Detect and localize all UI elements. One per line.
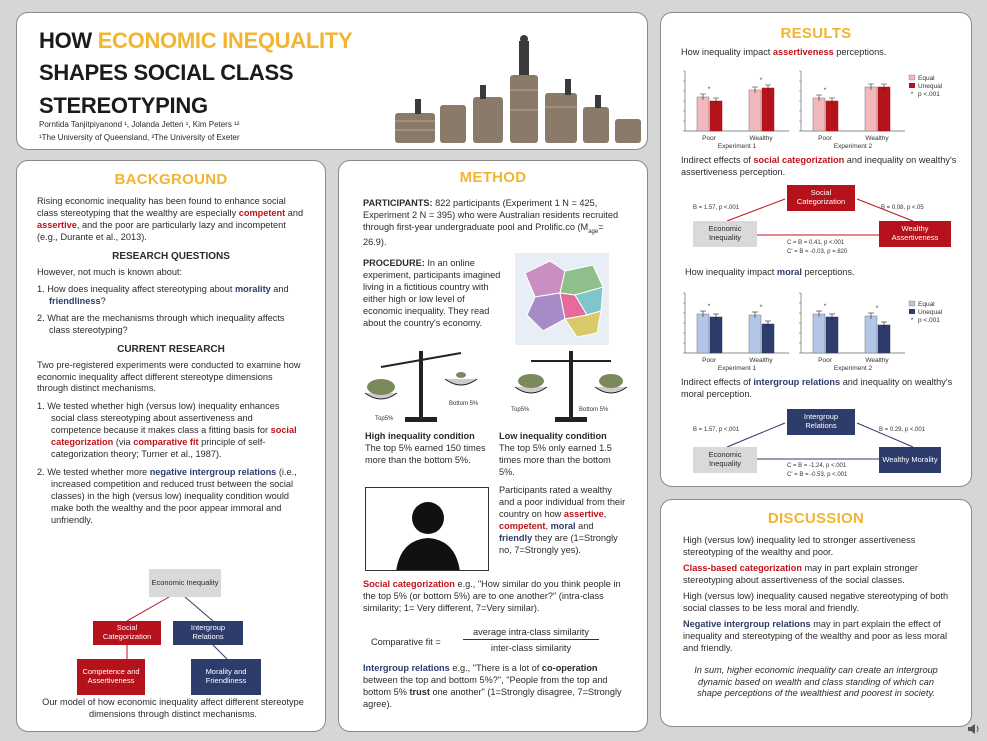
model-diagram	[77, 569, 277, 697]
rq-heading: RESEARCH QUESTIONS	[112, 250, 230, 262]
high-bottom5-label: Bottom 5%	[449, 401, 479, 407]
med2-path-a: B = 1.57, p <.001	[693, 427, 740, 433]
h3a: How inequality impact	[685, 267, 777, 277]
legend-unequal: Unequal	[918, 309, 943, 316]
background-panel	[16, 160, 326, 732]
discussion-p1: High (versus low) inequality led to stronger assertiveness stereotyping of the wealthy and poor.	[683, 535, 916, 557]
significance-star: *	[823, 303, 827, 310]
ir-label: Intergroup relations	[363, 663, 450, 673]
low-title: Low inequality condition	[499, 431, 607, 441]
participants-label: PARTICIPANTS:	[363, 198, 433, 208]
ir-b: between the top and bottom 5%?", "People from the top and bottom 5%	[363, 674, 608, 697]
med1-path-b: B = 0.08, p <.05	[881, 205, 924, 211]
rate-moral: moral	[550, 520, 576, 531]
mediation-1	[681, 185, 961, 275]
p1-sc: social categorization	[51, 425, 297, 448]
med1-social-categorization: Social Categorization	[787, 185, 855, 211]
group-label: Experiment 2	[833, 143, 873, 150]
rate-friendly: friendly	[499, 532, 533, 543]
med2-path-c: C = B = -1.24, p <.001	[787, 463, 847, 469]
x-tick-label: Poor	[702, 357, 716, 364]
bar	[813, 314, 825, 353]
low-condition	[499, 431, 629, 479]
comparative-fit-formula	[371, 627, 631, 659]
bar	[710, 317, 722, 353]
assertive: assertive	[37, 219, 77, 230]
cr-intro: Two pre-registered experiments were conducted to examine how economic inequality affect different stereotype dimensions through distinct mechanisms.	[37, 359, 301, 394]
rating-instructions: Participants rated a wealthy and a poor individual from their country on how assertive, competent, moral and friendly they are (1=Strongly no, 7=Strongly yes).	[499, 485, 626, 555]
p2b: may in part explain stronger stereotyping about assertiveness of the social classes.	[683, 562, 918, 585]
model-economic-inequality: Economic Inequality	[149, 569, 221, 597]
p4b: may in part explain the effect of inequality and stereotyping of the wealthy and poor as less moral and friendly.	[683, 618, 948, 653]
p2a: Class-based categorization	[683, 562, 802, 573]
group-label: Experiment 1	[717, 365, 757, 372]
cr-heading: CURRENT RESEARCH	[117, 343, 225, 355]
ir-trust: trust	[409, 686, 430, 697]
q1-a: 1. How does inequality affect stereotyping about	[37, 283, 235, 294]
bar	[878, 87, 890, 131]
cf-label: Comparative fit =	[371, 637, 441, 647]
title-line3: STEREOTYPING	[39, 92, 208, 118]
intergroup-relations-measure	[363, 663, 631, 711]
legend-sig: p <.001	[918, 317, 940, 324]
q1-b: ?	[100, 295, 106, 306]
med2-path-cp: C' = B = -0.53, p <.001	[787, 472, 848, 478]
p1-a: 1. We tested whether high (versus low) inequality enhances social class stereotyping about assertiveness and competence because it makes class a fitting basis for	[37, 401, 280, 436]
bar	[710, 101, 722, 131]
rate-a: Participants rated a wealthy and a poor individual from their country on how	[499, 485, 626, 519]
cr-point-1	[37, 401, 305, 461]
results-h2	[681, 155, 966, 179]
title-line2: SHAPES SOCIAL CLASS	[39, 60, 294, 86]
cr-point-2	[37, 467, 305, 527]
results-h1	[681, 47, 886, 59]
high-text: The top 5% earned 150 times more than the bottom 5%.	[365, 442, 486, 465]
legend-swatch-equal	[909, 75, 915, 80]
low-top5-label: Top5%	[511, 407, 530, 413]
significance-star: *	[875, 305, 879, 312]
model-competence-assertiveness: Competence and Assertiveness	[77, 659, 145, 695]
med1-path-c: C = B = 0.41, p <.001	[787, 240, 845, 246]
h3b: moral	[776, 267, 802, 277]
scale-icon-high	[361, 347, 481, 423]
rq-intro: However, not much is known about:	[37, 266, 183, 277]
legend-swatch-unequal	[909, 83, 915, 88]
group-label: Experiment 2	[833, 365, 873, 372]
p2-a: 2. We tested whether more	[37, 467, 150, 478]
x-tick-label: Wealthy	[749, 357, 773, 364]
bar	[826, 317, 838, 353]
x-tick-label: Poor	[818, 357, 832, 364]
med2-wealthy-morality: Wealthy Morality	[879, 447, 941, 473]
map-illustration	[515, 253, 609, 345]
bar	[697, 314, 709, 353]
high-title: High inequality condition	[365, 431, 475, 441]
cf-den: inter-class similarity	[490, 643, 572, 653]
med1-path-cp: C' = B = -0.03, p =.820	[787, 249, 848, 255]
h2b: social categorization	[753, 155, 845, 165]
legend-star: *	[910, 91, 914, 98]
bar	[749, 315, 761, 353]
low-bottom5-label: Bottom 5%	[579, 407, 609, 413]
h4a: Indirect effects of	[681, 377, 754, 387]
h4b: intergroup relations	[753, 377, 841, 387]
bar	[697, 97, 709, 131]
bar	[762, 324, 774, 353]
ir-coop: co-operation	[541, 663, 598, 673]
results-heading: RESULTS	[780, 25, 852, 42]
results-h4	[681, 377, 966, 401]
h2a: Indirect effects of	[681, 155, 754, 165]
legend-swatch-unequal	[909, 309, 915, 314]
x-tick-label: Wealthy	[865, 357, 889, 364]
speaker-icon[interactable]	[966, 722, 982, 736]
med2-economic-inequality: Economic Inequality	[693, 447, 757, 473]
ir-c: one another" (1=Strongly disagree, 7=Strongly agree).	[363, 686, 622, 709]
social-categorization-measure	[363, 579, 629, 615]
method-heading: METHOD	[459, 169, 527, 186]
sc-label: Social categorization	[363, 579, 455, 589]
assertiveness-chart	[677, 61, 967, 165]
authors: Porntida Tanjitpiyanond ¹, Jolanda Jetten ¹, Kim Peters ¹²	[39, 120, 240, 129]
med1-path-a: B = 1.57, p <.001	[693, 205, 740, 211]
affiliations: ¹The University of Queensland, ²The University of Exeter	[39, 133, 240, 142]
significance-star: *	[759, 77, 763, 84]
bar	[813, 98, 825, 131]
model-social-categorization: Social Categorization	[93, 621, 161, 645]
h1b: assertiveness	[772, 47, 834, 57]
rate-b: they are (1=Strongly no, 7=Strongly yes).	[499, 532, 618, 555]
bar	[762, 88, 774, 131]
q1-friendliness: friendliness	[49, 295, 101, 306]
cf-fraction	[463, 627, 599, 653]
h1a: How inequality impact	[681, 47, 773, 57]
discussion-p2	[683, 563, 949, 587]
bar	[878, 325, 890, 353]
bar	[826, 101, 838, 131]
discussion-heading: DISCUSSION	[767, 510, 865, 527]
group-label: Experiment 1	[717, 143, 757, 150]
title-panel	[16, 12, 648, 150]
x-tick-label: Wealthy	[865, 135, 889, 142]
x-tick-label: Poor	[702, 135, 716, 142]
p2-b: (i.e., increased competition and reduced trust between the social classes) in the high (versus low) inequality condition would make both the wealthy and the poor appear immoral and unfriendly.	[51, 467, 297, 526]
model-morality-friendliness: Morality and Friendliness	[191, 659, 261, 695]
participants-text: 822 participants (Experiment 1 N = 425, Experiment 2 N = 395) who were Australian residents recruited through first-year undergraduate pool and Prolific.co (M	[363, 198, 619, 232]
high-condition	[365, 431, 493, 467]
method-panel	[338, 160, 648, 732]
rate-and: and	[575, 520, 594, 531]
and: and	[285, 207, 304, 218]
h2c: and inequality on wealthy's assertiveness perception.	[681, 155, 957, 177]
h3c: perceptions.	[801, 267, 855, 277]
results-panel	[660, 12, 972, 487]
med1-wealthy-assertiveness: Wealthy Assertiveness	[879, 221, 951, 247]
legend-swatch-equal	[909, 301, 915, 306]
significance-star: *	[823, 87, 827, 94]
bar	[865, 316, 877, 353]
competent: competent	[238, 207, 286, 218]
sc-text: e.g., "How similar do you think people in the top 5% (or bottom 5%) are to one another?" (intra-class similarity; 1= Very different, 7=Very similar).	[363, 579, 621, 613]
background-heading: BACKGROUND	[114, 171, 228, 188]
legend-unequal: Unequal	[918, 83, 943, 90]
x-tick-label: Poor	[818, 135, 832, 142]
rq-2: 2. What are the mechanisms through which inequality affects class stereotyping?	[37, 312, 285, 335]
moral-chart	[677, 283, 967, 387]
title-line1-a: HOW	[39, 28, 98, 53]
med2-intergroup-relations: Intergroup Relations	[787, 409, 855, 435]
mediation-2	[681, 409, 961, 485]
q1-morality: morality	[235, 283, 271, 294]
significance-star: *	[707, 86, 711, 93]
discussion-summary: In sum, higher economic inequality can create an intergroup dynamic based on wealth and class standing of which can shape perceptions of the wealthiest and poorest in society.	[694, 664, 938, 699]
low-text: The top 5% only earned 1.5 times more than the bottom 5%.	[499, 442, 612, 477]
med2-path-b: B = 0.29, p <.001	[879, 427, 926, 433]
h4c: and inequality on wealthy's moral perception.	[681, 377, 953, 399]
legend-star: *	[910, 317, 914, 324]
procedure-text: In an online experiment, participants imagined living in a fictitious country with either high or low level of economic inequality. They read about the country's economy.	[363, 258, 501, 329]
x-tick-label: Wealthy	[749, 135, 773, 142]
p2-nir: negative intergroup relations	[149, 467, 277, 478]
participants	[363, 198, 623, 248]
title-highlight: ECONOMIC INEQUALITY	[97, 28, 353, 53]
legend-equal: Equal	[918, 301, 935, 308]
p1-cf: comparative fit	[133, 437, 199, 448]
significance-star: *	[707, 303, 711, 310]
model-intergroup-relations: Intergroup Relations	[173, 621, 243, 645]
legend-sig: p <.001	[918, 91, 940, 98]
h1c: perceptions.	[833, 47, 887, 57]
discussion-p3: High (versus low) inequality caused negative stereotyping of both social classes to be less moral and friendly.	[683, 590, 949, 613]
coin-stacks-illustration	[385, 35, 647, 147]
poster-title	[39, 25, 352, 122]
med1-economic-inequality: Economic Inequality	[693, 221, 757, 247]
background-intro	[37, 196, 305, 244]
rate-assertive: assertive	[563, 508, 604, 519]
discussion-panel	[660, 499, 972, 727]
person-silhouette	[365, 487, 489, 571]
low-inequality-scale	[511, 347, 631, 431]
legend-equal: Equal	[918, 75, 935, 82]
results-h3	[685, 267, 855, 279]
cf-num: average intra-class similarity	[463, 627, 599, 640]
mage-sub: age	[588, 228, 599, 235]
bar	[865, 87, 877, 131]
procedure-label: PROCEDURE:	[363, 258, 425, 269]
high-top5-label: Top5%	[375, 416, 394, 422]
person-icon	[366, 488, 489, 571]
mage-val: = 26.9).	[363, 221, 604, 247]
model-caption: Our model of how economic inequality affect different stereotype dimensions through distinct mechanisms.	[42, 697, 304, 719]
discussion-p4	[683, 619, 949, 655]
significance-star: *	[759, 304, 763, 311]
intro-b: , and the poor are particularly lazy and incompetent (e.g., Durante et al., 2013).	[37, 219, 286, 242]
p1-c: principle of self-categorization theory; Turner et al., 1987).	[51, 437, 266, 460]
rate-competent: competent	[499, 520, 546, 531]
ir-a: e.g., "There is a lot of	[449, 663, 542, 673]
rq-1	[37, 284, 305, 308]
procedure	[363, 258, 503, 330]
p1-b: (via	[113, 437, 134, 448]
q1-and: and	[270, 283, 289, 294]
bar	[749, 90, 761, 131]
intro-a: Rising economic inequality has been found to enhance social class stereotyping that the wealthy are especially	[37, 196, 286, 218]
p4a: Negative intergroup relations	[683, 618, 811, 629]
